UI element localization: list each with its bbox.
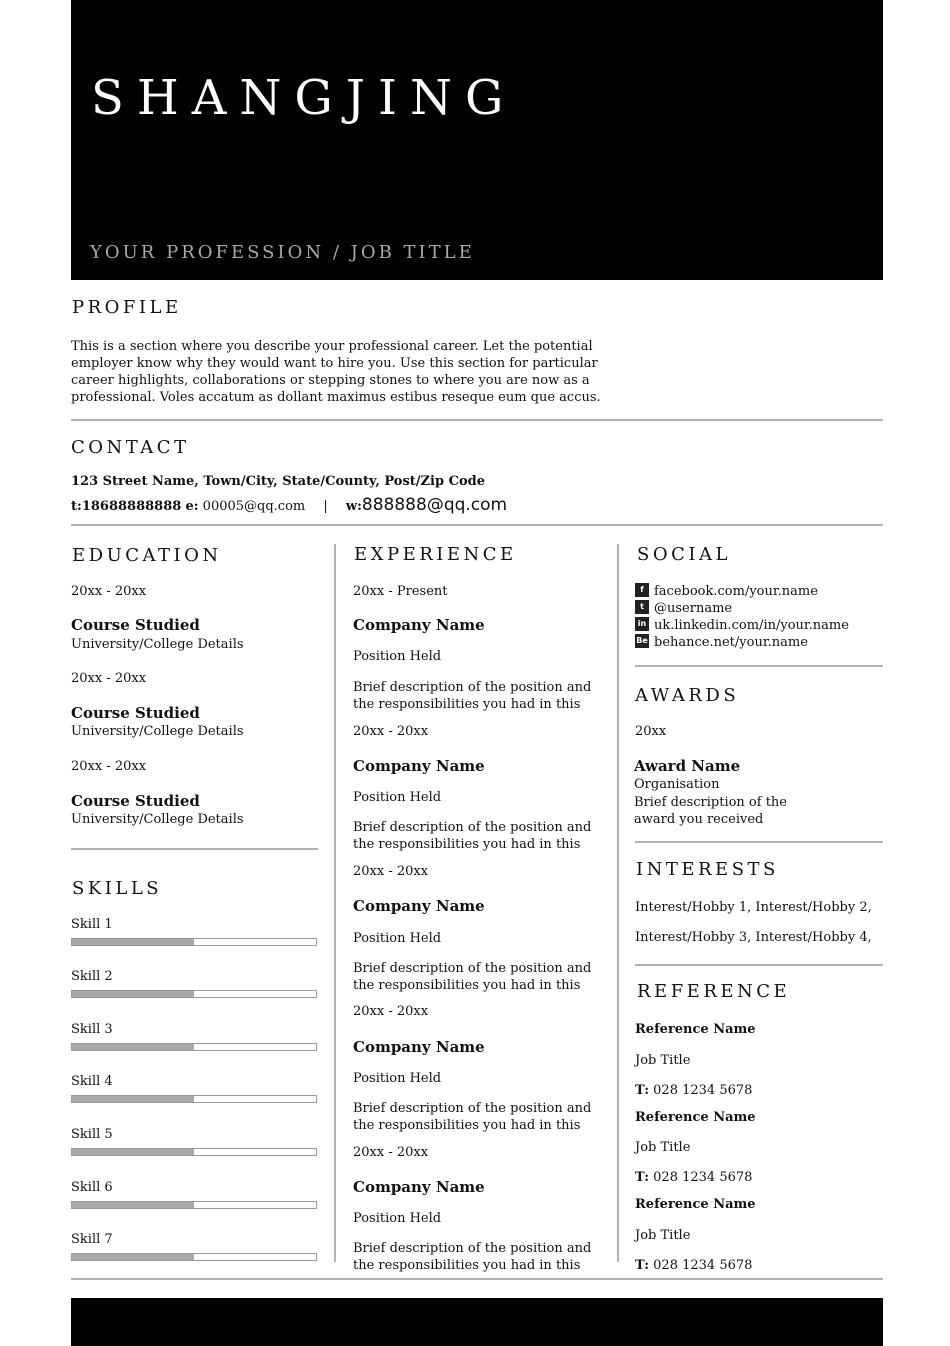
skills-heading: SKILLS [72, 878, 163, 899]
experience-description: Brief description of the position and the responsibilities you had in this [353, 1241, 592, 1273]
skill-bar-fill [72, 991, 194, 997]
profile-text: This is a section where you describe your professional career. Let the potential employer know why they would want to hire you. Use this section for particular career highlights, collaborations or stepping stones to where you are now as a professional. Voles accatum as dollant maximus estibus reseque eum que accus. [71, 339, 601, 405]
experience-dates: 20xx - Present [353, 584, 448, 599]
contact-address: 123 Street Name, Town/City, State/County, Post/Zip Code [71, 474, 485, 489]
column-divider [334, 544, 336, 1262]
social-behance-link[interactable]: behance.net/your.name [654, 635, 808, 650]
skill-bar-fill [72, 939, 194, 945]
award-organisation: Organisation [634, 777, 720, 792]
skill-label: Skill 5 [71, 1127, 113, 1142]
reference-phone-label: T: [635, 1258, 650, 1273]
reference-name: Reference Name [635, 1022, 756, 1037]
skill-bar [71, 1201, 317, 1209]
skill-bar [71, 1253, 317, 1261]
experience-company: Company Name [353, 897, 485, 915]
email-label: e: [185, 499, 199, 514]
interests-line: Interest/Hobby 3, Interest/Hobby 4, [635, 930, 872, 945]
behance-icon: Be [635, 634, 649, 648]
reference-heading: REFERENCE [637, 981, 791, 1002]
column-divider [617, 544, 619, 1262]
reference-phone-value: 028 1234 5678 [653, 1170, 753, 1185]
social-heading: SOCIAL [637, 544, 731, 565]
twitter-icon: t [635, 600, 649, 614]
experience-description: Brief description of the position and the responsibilities you had in this [353, 961, 592, 993]
divider [71, 524, 883, 526]
contact-separator: | [323, 499, 328, 514]
education-details: University/College Details [71, 812, 244, 827]
skill-bar-fill [72, 1096, 194, 1102]
skill-bar-fill [72, 1202, 194, 1208]
experience-dates: 20xx - 20xx [353, 724, 429, 739]
award-name: Award Name [634, 757, 741, 775]
skill-label: Skill 2 [71, 969, 113, 984]
experience-dates: 20xx - 20xx [353, 1004, 429, 1019]
web-label: w: [345, 499, 362, 514]
footer-banner [71, 1298, 883, 1346]
experience-description: Brief description of the position and the responsibilities you had in this [353, 680, 592, 712]
divider [635, 665, 883, 667]
education-course: Course Studied [71, 616, 200, 634]
divider [71, 1278, 883, 1280]
skill-bar-fill [72, 1254, 194, 1260]
award-year: 20xx [635, 724, 667, 739]
profile-heading: PROFILE [72, 297, 182, 318]
experience-dates: 20xx - 20xx [353, 1145, 429, 1160]
education-details: University/College Details [71, 724, 244, 739]
social-twitter-link[interactable]: @username [654, 601, 733, 616]
education-heading: EDUCATION [72, 545, 222, 566]
experience-company: Company Name [353, 616, 485, 634]
skill-label: Skill 3 [71, 1022, 113, 1037]
contact-heading: CONTACT [71, 437, 190, 458]
experience-position: Position Held [353, 1211, 442, 1226]
skill-label: Skill 4 [71, 1074, 113, 1089]
linkedin-icon: in [635, 617, 649, 631]
resume-name: SHANGJING [91, 70, 517, 126]
education-dates: 20xx - 20xx [71, 759, 147, 774]
experience-position: Position Held [353, 1071, 442, 1086]
skill-label: Skill 6 [71, 1180, 113, 1195]
education-dates: 20xx - 20xx [71, 584, 147, 599]
experience-company: Company Name [353, 1178, 485, 1196]
skill-bar [71, 990, 317, 998]
divider [635, 964, 883, 966]
facebook-icon: f [635, 583, 649, 597]
experience-position: Position Held [353, 649, 442, 664]
experience-company: Company Name [353, 1038, 485, 1056]
reference-job: Job Title [635, 1140, 691, 1155]
social-linkedin-link[interactable]: uk.linkedin.com/in/your.name [654, 618, 849, 633]
education-dates: 20xx - 20xx [71, 671, 147, 686]
social-facebook-link[interactable]: facebook.com/your.name [654, 584, 818, 599]
reference-job: Job Title [635, 1053, 691, 1068]
reference-name: Reference Name [635, 1197, 756, 1212]
skill-bar-fill [72, 1149, 194, 1155]
education-course: Course Studied [71, 704, 200, 722]
experience-description: Brief description of the position and the responsibilities you had in this [353, 1101, 592, 1133]
phone-label: t: [71, 499, 82, 514]
interests-line: Interest/Hobby 1, Interest/Hobby 2, [635, 900, 872, 915]
skill-bar [71, 1148, 317, 1156]
education-course: Course Studied [71, 792, 200, 810]
experience-description: Brief description of the position and the responsibilities you had in this [353, 820, 592, 852]
experience-position: Position Held [353, 931, 442, 946]
skill-label: Skill 7 [71, 1232, 113, 1247]
reference-phone-value: 028 1234 5678 [653, 1083, 753, 1098]
job-title: YOUR PROFESSION / JOB TITLE [90, 242, 475, 263]
experience-heading: EXPERIENCE [354, 544, 517, 565]
award-description: Brief description of the [634, 795, 787, 810]
skill-label: Skill 1 [71, 917, 113, 932]
reference-phone [635, 1169, 752, 1186]
header-banner [71, 0, 883, 280]
skill-bar [71, 938, 317, 946]
reference-phone-label: T: [635, 1083, 650, 1098]
reference-phone-label: T: [635, 1170, 650, 1185]
award-description: award you received [634, 812, 764, 827]
divider [71, 419, 883, 421]
experience-dates: 20xx - 20xx [353, 864, 429, 879]
divider [71, 848, 318, 850]
interests-heading: INTERESTS [636, 859, 779, 880]
experience-position: Position Held [353, 790, 442, 805]
email-value[interactable]: 00005@qq.com [202, 499, 306, 514]
skill-bar [71, 1095, 317, 1103]
phone-value: 18688888888 [81, 499, 182, 514]
skill-bar-fill [72, 1044, 194, 1050]
skill-bar [71, 1043, 317, 1051]
awards-heading: AWARDS [635, 685, 740, 706]
reference-name: Reference Name [635, 1110, 756, 1125]
contact-line [71, 493, 507, 519]
reference-job: Job Title [635, 1228, 691, 1243]
experience-company: Company Name [353, 757, 485, 775]
education-details: University/College Details [71, 637, 244, 652]
web-value[interactable]: 888888@qq.com [361, 495, 508, 515]
reference-phone [635, 1257, 752, 1274]
divider [635, 841, 883, 843]
reference-phone [635, 1082, 752, 1099]
reference-phone-value: 028 1234 5678 [653, 1258, 753, 1273]
